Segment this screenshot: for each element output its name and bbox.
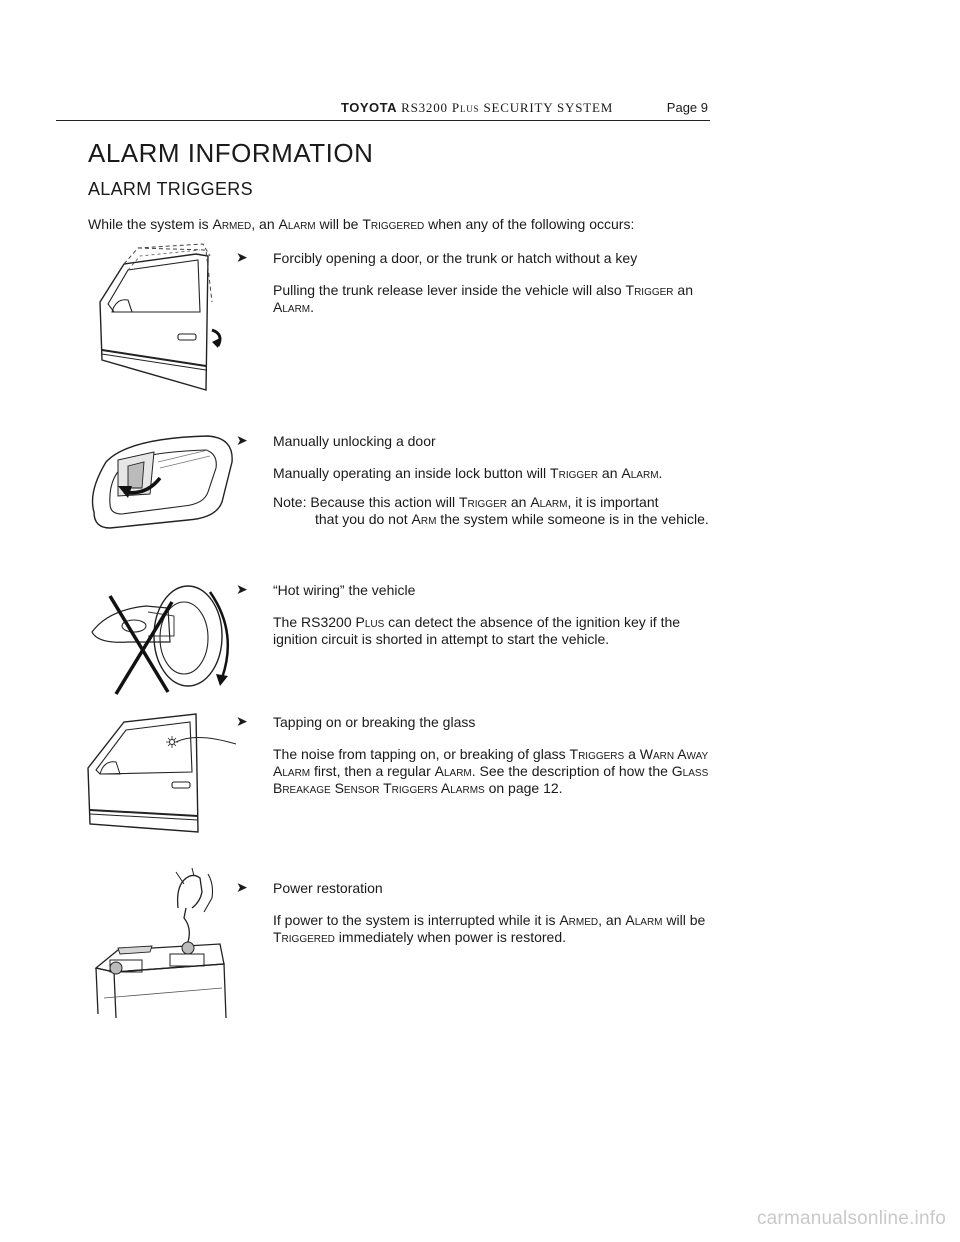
watermark: carmanualsonline.info — [756, 1208, 946, 1229]
bullet-arrow-icon: ➤ — [236, 581, 248, 597]
brand-plus: Plus — [451, 100, 480, 115]
intro-text: While the system is Armed, an Alarm will be Triggered when any of the following occurs: — [88, 216, 635, 232]
glass-door-illustration — [86, 712, 238, 842]
page-title: ALARM INFORMATION — [88, 138, 374, 168]
item-body: The RS3200 Plus can detect the absence of the ignition key if the ignition circuit is shorted in attempt to start the vehicle. — [273, 614, 681, 647]
header-brand — [341, 100, 613, 116]
section-title: ALARM TRIGGERS — [88, 179, 253, 199]
item-title: “Hot wiring” the vehicle — [273, 582, 416, 598]
item-body: Pulling the trunk release lever inside the vehicle will also Trigger an Alarm. — [273, 282, 693, 315]
item-body: If power to the system is interrupted while it is Armed, an Alarm will be Triggered immediately when power is restored. — [273, 912, 706, 945]
page-header — [56, 98, 710, 121]
door-open-illustration — [88, 242, 238, 392]
note-text: Note: Because this action will Trigger an Alarm, it is important that you do not Arm the system while someone is in the vehicle. — [273, 494, 709, 527]
item-title: Power restoration — [273, 880, 383, 896]
bullet-arrow-icon: ➤ — [236, 879, 248, 895]
brand-rest: SECURITY SYSTEM — [483, 100, 614, 115]
battery-illustration — [88, 868, 238, 1023]
bullet-arrow-icon: ➤ — [236, 432, 248, 448]
item-body: Manually operating an inside lock button will Trigger an Alarm. Note: Because this action will Trigger an Alarm, it is important that you do not Arm the system while someone is in the vehicle. — [273, 465, 713, 540]
ignition-crossed-illustration — [88, 582, 238, 697]
brand-model: RS3200 — [401, 100, 448, 115]
item-title: Tapping on or breaking the glass — [273, 714, 476, 730]
item-body: The noise from tapping on, or breaking of glass Triggers a Warn Away Alarm first, then a regular Alarm. See the description of how the Glass Breakage Sensor Triggers Alarms on page 12. — [273, 746, 709, 796]
item-title: Manually unlocking a door — [273, 433, 436, 449]
door-handle-illustration — [88, 432, 238, 532]
page-number: Page 9 — [666, 100, 708, 115]
item-title: Forcibly opening a door, or the trunk or hatch without a key — [273, 250, 638, 266]
brand-toyota: TOYOTA — [341, 100, 397, 115]
bullet-arrow-icon: ➤ — [236, 713, 248, 729]
bullet-arrow-icon: ➤ — [236, 249, 248, 265]
